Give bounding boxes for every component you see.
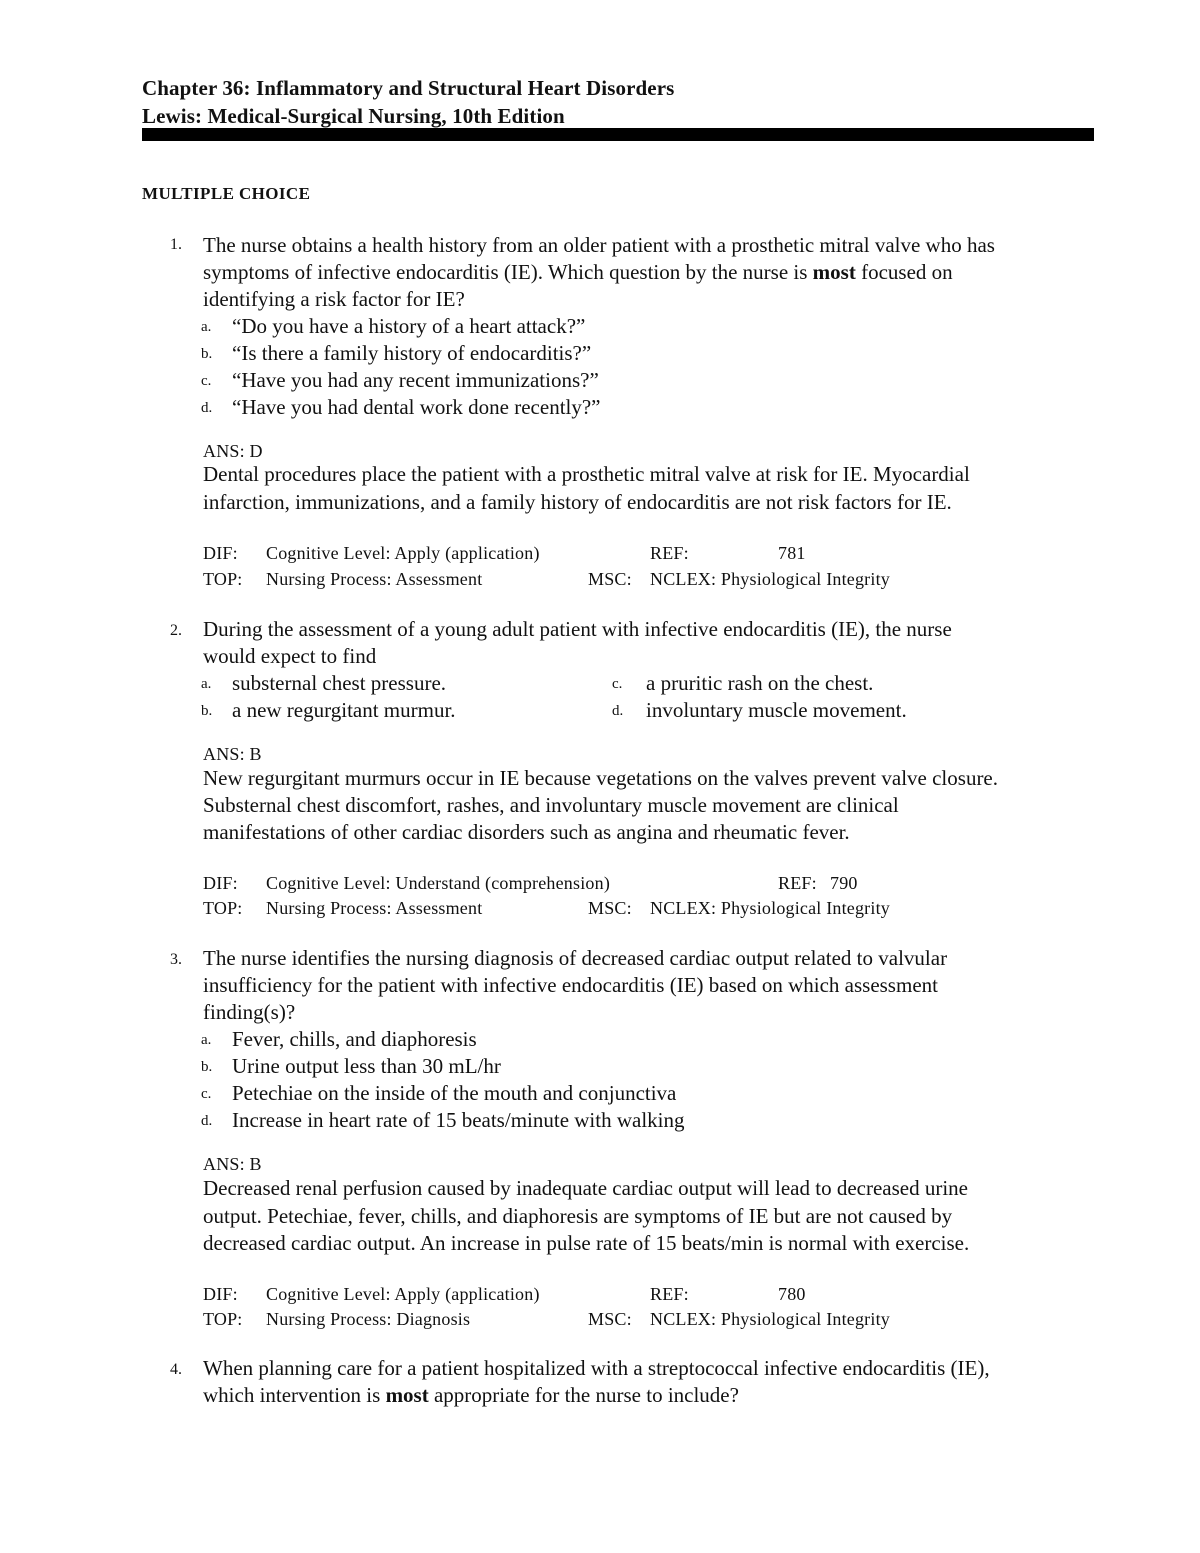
dif-label: DIF: (203, 1284, 238, 1304)
question-number: 1. (170, 236, 182, 253)
option-letter: b. (201, 346, 213, 362)
rationale-line: decreased cardiac output. An increase in pulse rate of 15 beats/min is normal with exercise. (203, 1231, 970, 1255)
option-text: “Have you had dental work done recently?” (232, 395, 601, 419)
reference-page: 790 (830, 873, 858, 893)
option-text: Urine output less than 30 mL/hr (232, 1054, 501, 1078)
top-label: TOP: (203, 1309, 243, 1329)
ref-label: REF: (650, 543, 689, 563)
question-number: 2. (170, 622, 182, 639)
option-letter: c. (612, 676, 623, 692)
ref-label: REF: (650, 1284, 689, 1304)
option-text: Fever, chills, and diaphoresis (232, 1027, 477, 1051)
option-text: “Have you had any recent immunizations?” (232, 368, 599, 392)
option-letter: d. (201, 1113, 213, 1129)
top-label: TOP: (203, 898, 243, 918)
msc-label: MSC: (588, 569, 632, 589)
question-stem-line: would expect to find (203, 644, 377, 668)
option-text: Petechiae on the inside of the mouth and conjunctiva (232, 1081, 677, 1105)
option-text: “Do you have a history of a heart attack?” (232, 314, 586, 338)
question-stem-line: The nurse obtains a health history from an older patient with a prosthetic mitral valve who has (203, 233, 995, 257)
option-letter: a. (201, 1032, 212, 1048)
dif-label: DIF: (203, 543, 238, 563)
option-letter: b. (201, 1059, 213, 1075)
question-stem-line: which intervention is most appropriate for the nurse to include? (203, 1383, 739, 1407)
msc-category: NCLEX: Physiological Integrity (650, 1309, 890, 1329)
question-number: 3. (170, 951, 182, 968)
section-heading: MULTIPLE CHOICE (142, 184, 311, 203)
option-text: Increase in heart rate of 15 beats/minute with walking (232, 1108, 685, 1132)
reference-page: 781 (778, 543, 806, 563)
topic: Nursing Process: Diagnosis (266, 1309, 471, 1329)
topic: Nursing Process: Assessment (266, 898, 483, 918)
option-letter: d. (201, 400, 213, 416)
dif-label: DIF: (203, 873, 238, 893)
rationale-line: Substernal chest discomfort, rashes, and involuntary muscle movement are clinical (203, 793, 899, 817)
answer-key: ANS: B (203, 744, 262, 764)
emphasis-most: most (385, 1383, 429, 1407)
rationale-line: New regurgitant murmurs occur in IE because vegetations on the valves prevent valve closure. (203, 766, 999, 790)
rationale-line: manifestations of other cardiac disorders such as angina and rheumatic fever. (203, 820, 850, 844)
option-letter: b. (201, 703, 213, 719)
book-title: Lewis: Medical-Surgical Nursing, 10th Edition (142, 104, 565, 128)
option-letter: c. (201, 373, 212, 389)
question-stem-line: finding(s)? (203, 1000, 296, 1024)
msc-category: NCLEX: Physiological Integrity (650, 569, 890, 589)
question-stem-line: When planning care for a patient hospitalized with a streptococcal infective endocarditis (IE), (203, 1356, 990, 1380)
question-stem-line: insufficiency for the patient with infective endocarditis (IE) based on which assessment (203, 973, 938, 997)
difficulty: Cognitive Level: Apply (application) (266, 543, 540, 563)
answer-key: ANS: D (203, 441, 263, 461)
msc-label: MSC: (588, 898, 632, 918)
rationale-line: output. Petechiae, fever, chills, and diaphoresis are symptoms of IE but are not caused by (203, 1204, 953, 1228)
header-rule (142, 128, 1094, 141)
msc-category: NCLEX: Physiological Integrity (650, 898, 890, 918)
emphasis-most: most (812, 260, 856, 284)
ref-label: REF: (778, 873, 817, 893)
option-letter: a. (201, 319, 212, 335)
option-letter: d. (612, 703, 624, 719)
question-stem-line: The nurse identifies the nursing diagnosis of decreased cardiac output related to valvular (203, 946, 948, 970)
option-letter: a. (201, 676, 212, 692)
option-text: a new regurgitant murmur. (232, 698, 456, 722)
option-text: “Is there a family history of endocarditis?” (232, 341, 592, 365)
rationale-line: Dental procedures place the patient with a prosthetic mitral valve at risk for IE. Myocardial (203, 462, 970, 486)
reference-page: 780 (778, 1284, 806, 1304)
question-stem-line: identifying a risk factor for IE? (203, 287, 465, 311)
msc-label: MSC: (588, 1309, 632, 1329)
question-stem-line: During the assessment of a young adult patient with infective endocarditis (IE), the nurse (203, 617, 952, 641)
topic: Nursing Process: Assessment (266, 569, 483, 589)
rationale-line: Decreased renal perfusion caused by inadequate cardiac output will lead to decreased urine (203, 1176, 968, 1200)
question-number: 4. (170, 1361, 182, 1378)
difficulty: Cognitive Level: Understand (comprehension) (266, 873, 611, 893)
option-text: involuntary muscle movement. (646, 698, 907, 722)
option-letter: c. (201, 1086, 212, 1102)
top-label: TOP: (203, 569, 243, 589)
question-stem-line: symptoms of infective endocarditis (IE). Which question by the nurse is most focused on (203, 260, 953, 284)
option-text: substernal chest pressure. (232, 671, 447, 695)
answer-key: ANS: B (203, 1154, 262, 1174)
chapter-title: Chapter 36: Inflammatory and Structural Heart Disorders (142, 76, 675, 100)
difficulty: Cognitive Level: Apply (application) (266, 1284, 540, 1304)
option-text: a pruritic rash on the chest. (646, 671, 874, 695)
rationale-line: infarction, immunizations, and a family history of endocarditis are not risk factors for IE. (203, 490, 952, 514)
